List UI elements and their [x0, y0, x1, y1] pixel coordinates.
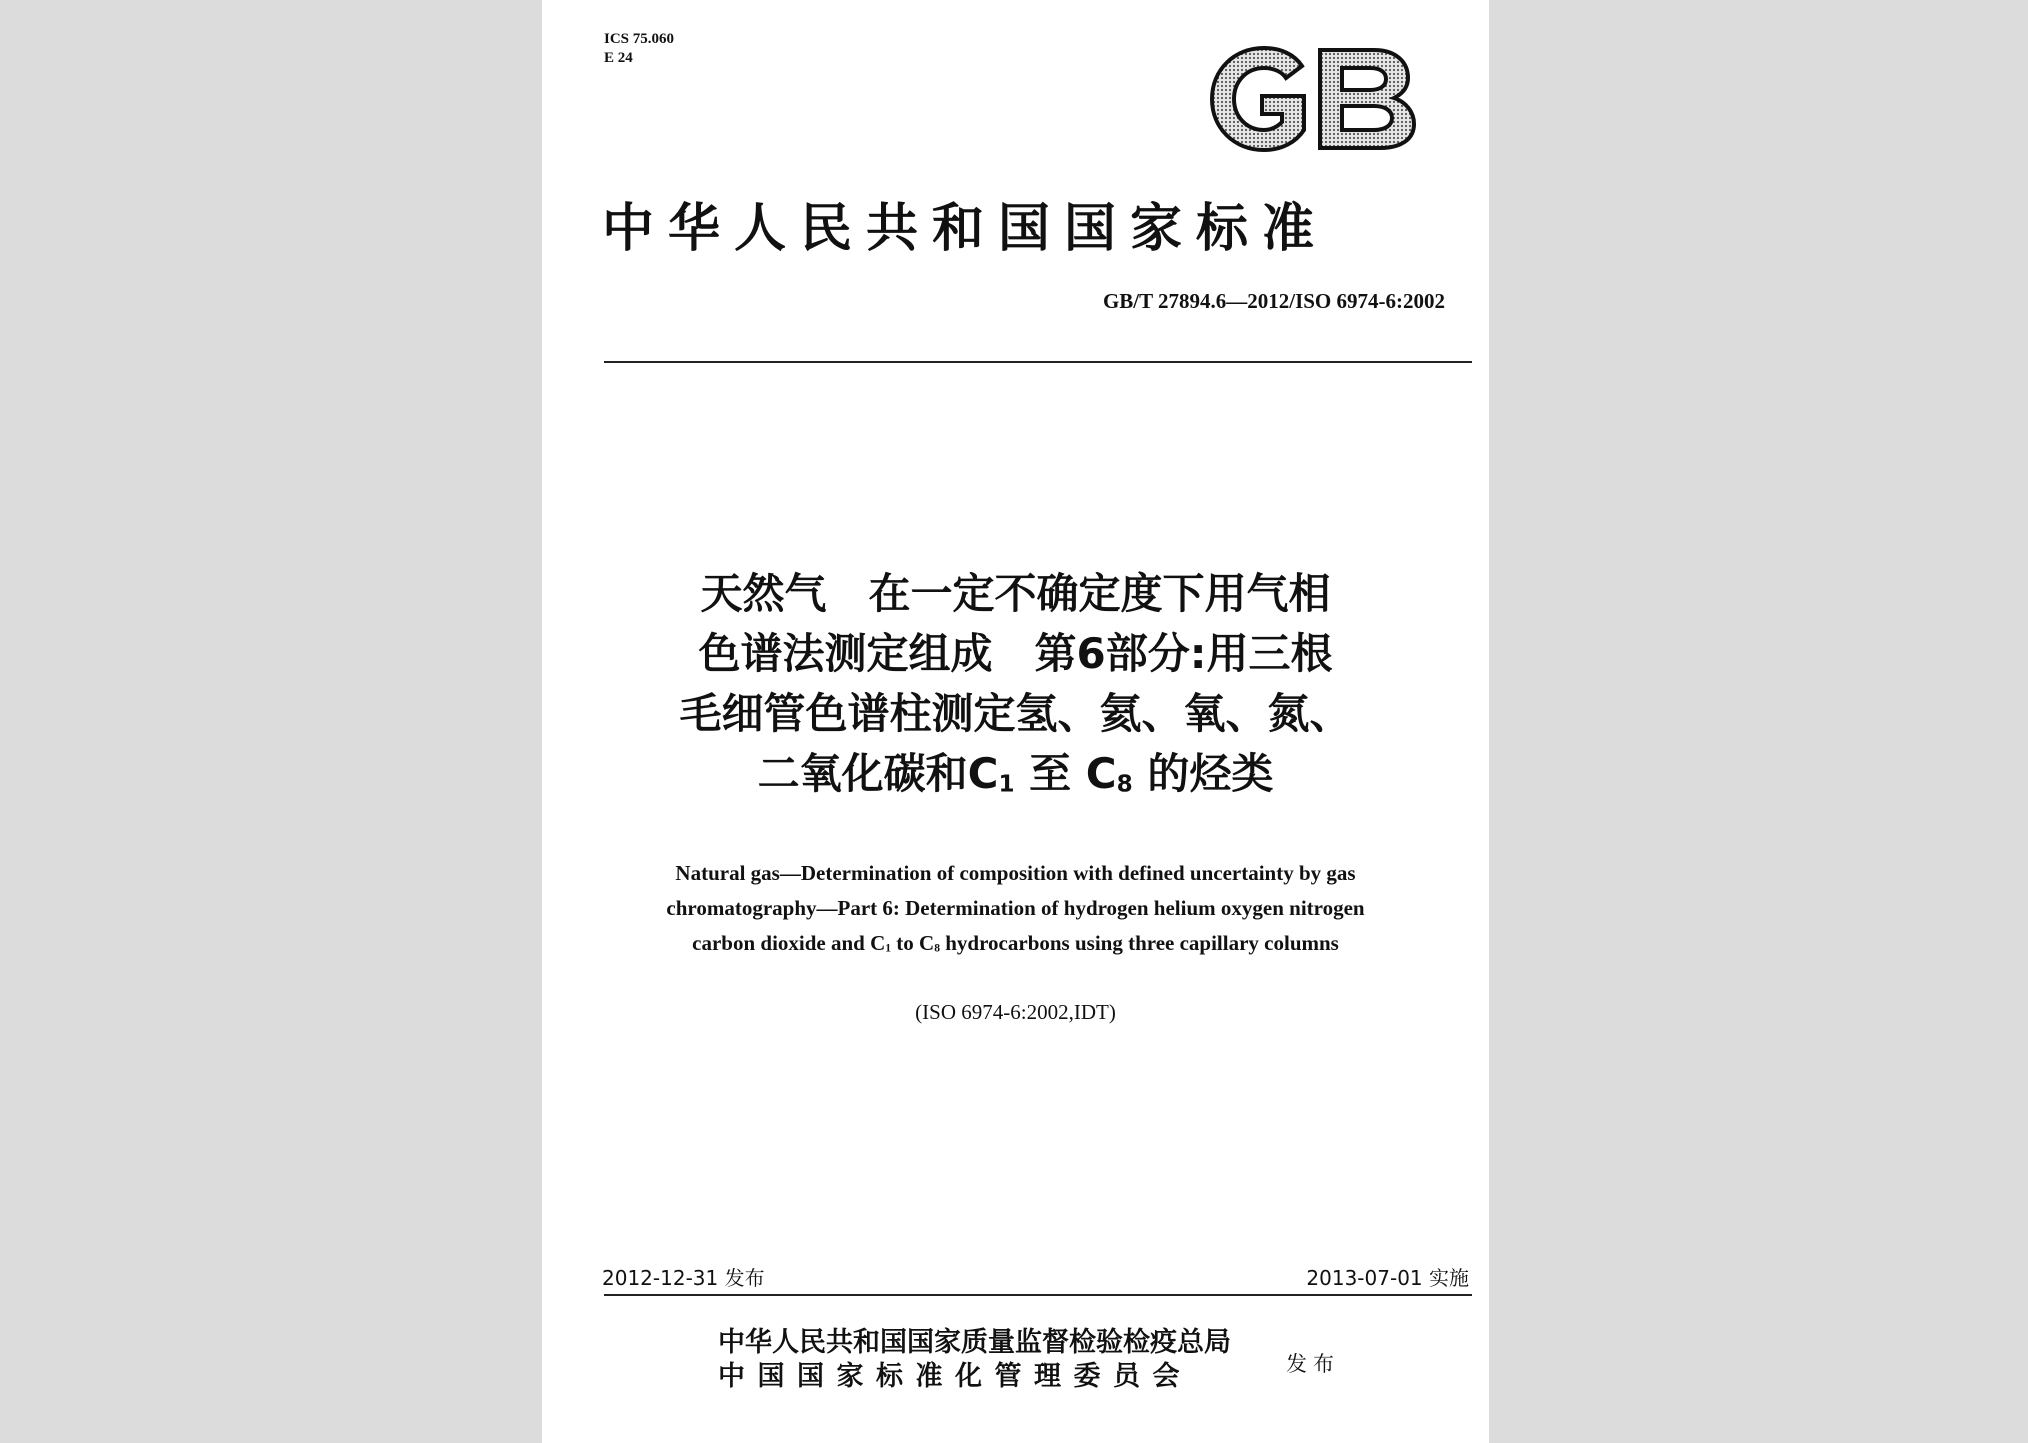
chinese-title-line: 色谱法测定组成 第6部分:用三根	[698, 629, 1333, 678]
equivalence-note: (ISO 6974-6:2002,IDT)	[915, 1000, 1116, 1024]
chinese-title-line: 毛细管色谱柱测定氢、氦、氧、氮、	[679, 689, 1352, 738]
english-title-line: Natural gas—Determination of composition with defined uncertainty by gas	[675, 861, 1356, 885]
issuer-sac: 中国国家标准化管理委员会	[718, 1361, 1192, 1392]
chinese-title-line: 天然气 在一定不确定度下用气相	[700, 569, 1331, 618]
english-title-line: chromatography—Part 6: Determination of hydrogen helium oxygen nitrogen	[666, 896, 1365, 920]
standard-number: GB/T 27894.6—2012/ISO 6974-6:2002	[1102, 289, 1445, 313]
national-standard-title: 中华人民共和国国家标准	[602, 198, 1329, 259]
ccs-code: E 24	[604, 50, 633, 66]
footer-divider	[604, 1294, 1472, 1296]
issuer-aqsiq: 中华人民共和国国家质量监督检验检疫总局	[718, 1327, 1231, 1358]
header-divider	[604, 361, 1472, 363]
ics-code-block	[604, 30, 674, 68]
chinese-title-line: 二氧化碳和$C_1$ 至 $C_8$ 的烃类	[757, 749, 1274, 798]
publish-label: 发布	[1286, 1352, 1340, 1376]
chinese-title	[562, 564, 1469, 814]
standard-cover-page	[542, 0, 1489, 1443]
english-title	[562, 856, 1469, 967]
issuing-authorities	[718, 1326, 1231, 1394]
issue-date: 2012-12-31 发布	[602, 1266, 765, 1290]
ics-code: ICS 75.060	[604, 31, 675, 47]
english-title-line: carbon dioxide and $C_1$ to $C_8$ hydrocarbons using three capillary columns	[692, 931, 1339, 955]
implementation-date: 2013-07-01 实施	[1306, 1266, 1469, 1290]
gb-logo-icon	[1204, 44, 1424, 154]
